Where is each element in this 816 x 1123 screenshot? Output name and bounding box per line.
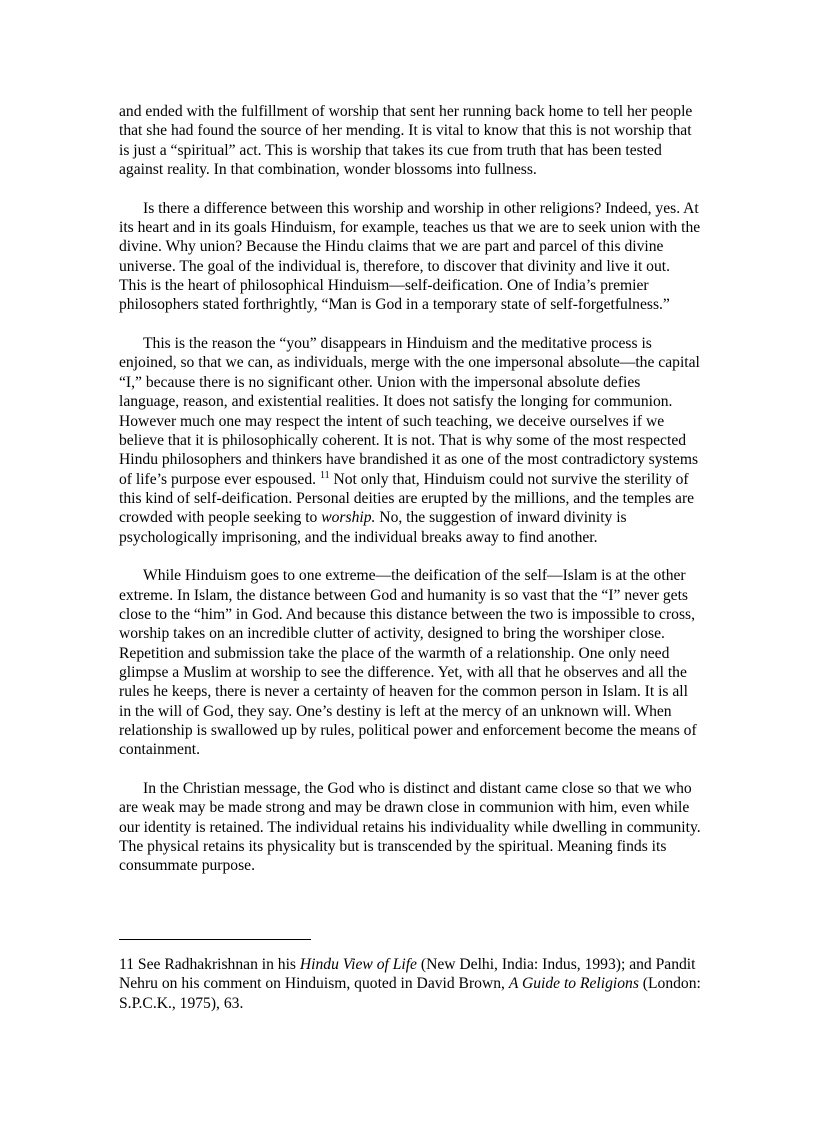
paragraph-3-emphasis-worship: worship. <box>321 509 376 527</box>
document-body <box>119 102 701 895</box>
paragraph-3-text-a: This is the reason the “you” disappears in Hinduism and the meditative process is enjoined, so that we can, as individuals, merge with the one impersonal absolute—the capital “I,” because there is no significant other. Union with the impersonal absolute defies language, reason, and existential realities. It does not satisfy the longing for communion. However much one may respect the intent of such teaching, we deceive ourselves if we believe that it is philosophically coherent. It is not. That is why some of the most respected Hindu philosophers and thinkers have brandished it as one of the most contradictory systems of life’s purpose ever espoused. <box>119 335 700 488</box>
paragraph-3-text-c: No, the suggestion of inward divinity is psychologically imprisoning, and the individual breaks away to find another. <box>119 509 627 546</box>
paragraph-4 <box>119 566 701 759</box>
footnote-separator <box>119 939 311 940</box>
paragraph-1 <box>119 102 701 179</box>
footnote-text-c: (London: S.P.C.K., 1975), 63. <box>119 975 701 1012</box>
footnote-title-hindu-view-of-life: Hindu View of Life <box>299 956 417 973</box>
paragraph-2-text: Is there a difference between this worship and worship in other religions? Indeed, yes. At its heart and in its goals Hinduism, for example, teaches us that we are to seek union with the divine. Why union? Because the Hindu claims that we are part and parcel of this divine universe. The goal of the individual is, therefore, to discover that divinity and live it out. This is the heart of philosophical Hinduism—self-deification. One of India’s premier philosophers stated forthrightly, “Man is God in a temporary state of self-forgetfulness.” <box>119 199 701 314</box>
paragraph-5 <box>119 779 701 876</box>
paragraph-5-text: In the Christian message, the God who is distinct and distant came close so that we who are weak may be made strong and may be drawn close in communion with him, even while our identity is retained. The individual retains his individuality while dwelling in community. The physical retains its physicality but is transcended by the spiritual. Meaning finds its consummate purpose. <box>119 780 701 875</box>
footnote-text-b: (New Delhi, India: Indus, 1993); and Pandit Nehru on his comment on Hinduism, quoted in David Brown, <box>119 956 696 993</box>
paragraph-1-text: and ended with the fulfillment of worship that sent her running back home to tell her people that she had found the source of her mending. It is vital to know that this is not worship that is just a “spiritual” act. This is worship that takes its cue from truth that has been tested against reality. In that combination, wonder blossoms into fullness. <box>119 103 693 179</box>
footnote-title-a-guide-to-religions: A Guide to Religions <box>508 975 639 993</box>
paragraph-3 <box>119 334 701 547</box>
footnote-reference-11[interactable]: 11 <box>319 469 330 481</box>
footnote-11 <box>119 955 701 1013</box>
paragraph-2 <box>119 199 701 315</box>
paragraph-3-text-b: Not only that, Hinduism could not survive the sterility of this kind of self-deification. Personal deities are erupted by the millions, and the temples are crowded with people seeking to <box>119 470 695 527</box>
footnote-text-a: 11 See Radhakrishnan in his <box>119 956 300 973</box>
paragraph-4-text: While Hinduism goes to one extreme—the deification of the self—Islam is at the other extreme. In Islam, the distance between God and humanity is so vast that the “I” never gets close to the “him” in God. And because this distance between the two is impossible to cross, worship takes on an incredible clutter of activity, designed to bring the worshiper close. Repetition and submission take the place of the warmth of a relationship. One only need glimpse a Muslim at worship to see the difference. Yet, with all that he observes and all the rules he keeps, there is never a certainty of heaven for the common person in Islam. It is all in the will of God, they say. One’s destiny is left at the mercy of an unknown will. When relationship is swallowed up by rules, political power and enforcement become the means of containment. <box>119 567 697 759</box>
